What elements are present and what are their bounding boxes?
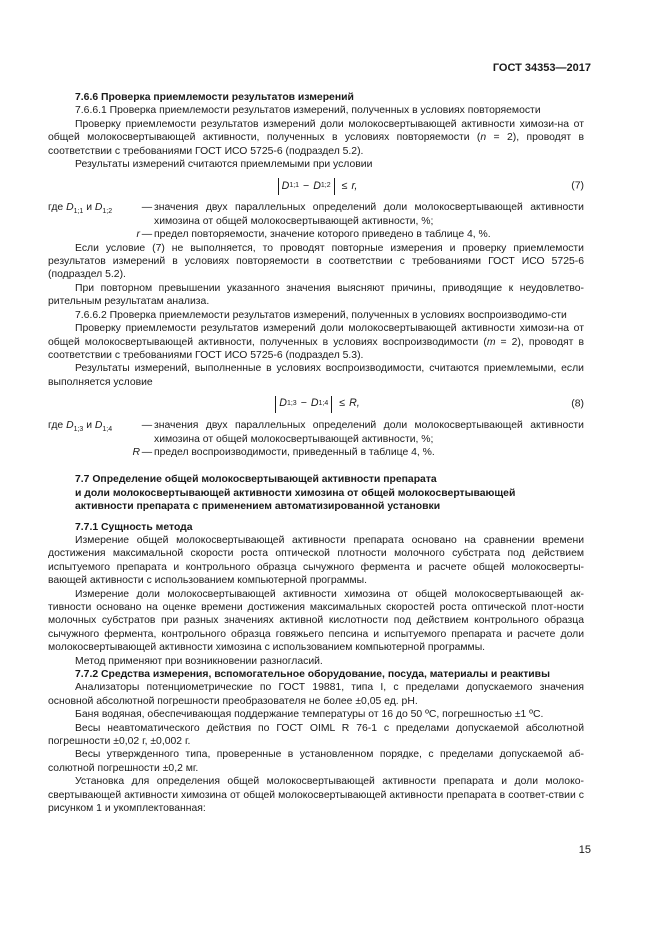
paragraph-771-3: Метод применяют при возникновении разногласий. — [75, 655, 323, 667]
paragraph-reproducibility-condition: Результаты измерений, выполненные в условиях воспроизводимости, считаются приемлемыми, если выполняется условие — [48, 363, 584, 388]
standard-header: ГОСТ 34353—2017 — [492, 62, 591, 74]
formula-7-number: (7) — [571, 180, 584, 192]
paragraph-772-2: Баня водяная, обеспечивающая поддержание температуры от 16 до 50 ºС, погрешностью ±1 ºС. — [75, 709, 544, 721]
paragraph-772-1: Анализаторы потенциометрические по ГОСТ 19881, типа I, с пределами допускаемого значения основной абсолютной погрешности преобразователя не более ±0,05 ед. рН. — [48, 682, 584, 707]
paragraph-772-5: Установка для определения общей молокосвертывающей активности препарата и доли молоко-свертывающей активности химозина от общей молокосвертывающей активности препарата в соответ-ствии с рисунком 1 и укомплектованная: — [48, 776, 584, 815]
formula-8-number: (8) — [571, 398, 584, 410]
abs-bar-left — [278, 178, 279, 195]
paragraph-reproducibility-check: Проверку приемлемости результатов измерений доли молокосвертывающей активности химози-на от общей молокосвертывающей активности, полученных в условиях воспроизводимости (m = 2), проводят в соответствии с требованиями ГОСТ ИСО 5725-6 (подраздел 5.3). — [48, 323, 584, 361]
abs-bar-left — [275, 396, 276, 413]
formula-7: D 1;1 − D 1;2 ≤ r, (7) — [48, 171, 584, 201]
paragraph-acceptance-condition: Результаты измерений считаются приемлемыми при условии — [75, 159, 373, 171]
paragraph-772-3: Весы неавтоматического действия по ГОСТ OIML R 76-1 с пределами допускаемой абсолютной погрешности ±0,02 г, ±0,002 г. — [48, 722, 584, 748]
paragraph-772-4: Весы утвержденного типа, проверенные в установленном порядке, с пределами допускаемой аб-солютной погрешности ±0,2 мг. — [48, 749, 584, 774]
page-content — [48, 91, 584, 816]
page-number: 15 — [578, 844, 591, 856]
section-766-title: 7.6.6 Проверка приемлемости результатов измерений — [75, 92, 354, 103]
where-8-row-1: где $D_{1;3}$ и $D_{1;4}$ — значения двух параллельных определений доли молокосвертывающей активности химозина от общей молокосвертывающей активности, %; — [48, 420, 584, 445]
paragraph-repeat-exceed: При повторном превышении указанного значения выясняют причины, приводящие к неудовлетво-рительным результатам анализа. — [48, 282, 584, 308]
formula-8: D 1;3 − D 1;4 ≤ R, (8) — [48, 389, 584, 419]
where-7-row-1: где $D_{1;1}$ и $D_{1;2}$ — значения двух параллельных определений доли молокосвертывающей активности химозина от общей молокосвертывающей активности, %; — [48, 202, 584, 227]
paragraph-771-1: Измерение общей молокосвертывающей активности препарата основано на сравнении времени достижения максимальной скорости роста оптической плотности молочного субстрата под действием испытуемого препарата и контрольного образца сычужного фермента и расчете общей молокосверты-вающей активности с использованием компьютерной программы. — [48, 534, 584, 587]
paragraph-repeatability-check: Проверку приемлемости результатов измерений доли молокосвертывающей активности химози-на от общей молокосвертывающей активности, полученных в условиях повторяемости (n = 2), проводят в соответствии с требованиями ГОСТ ИСО 5725-6 (подраздел 5.2). — [48, 118, 584, 157]
abs-bar-right — [331, 396, 332, 413]
where-7-row-2: r — предел повторяемости, значение которого приведено в таблице 4, %. — [136, 229, 491, 241]
paragraph-7662: 7.6.6.2 Проверка приемлемости результатов измерений, полученных в условиях воспроизводимо-сти — [75, 309, 567, 321]
paragraph-repeat-measurements: Если условие (7) не выполняется, то проводят повторные измерения и проверку приемлемости результатов измерений в условиях повторяемости в соответствии с требованиями ГОСТ ИСО 5725-6 (подраздел 5.2). — [48, 242, 584, 281]
section-771-title: 7.7.1 Сущность метода — [75, 521, 193, 533]
abs-bar-right — [334, 178, 335, 195]
paragraph-771-2: Измерение доли молокосвертывающей активности химозина от общей молокосвертывающей ак-тивности основано на оценке времени достижения максимальных скоростей роста оптической плот-ности молочных субстратов при разных значениях активной кислотности под действием контрольного образца сычужного фермента, контрольного образца говяжьего пепсина и испытуемого препарата и расчете доли молокосвертывающей активности химозина с использованием компьютерной программы. — [48, 588, 584, 654]
where-8-row-2: R — предел воспроизводимости, приведенный в таблице 4, %. — [132, 446, 435, 458]
section-772-title: 7.7.2 Средства измерения, вспомогательное оборудование, посуда, материалы и реактивы — [75, 669, 550, 681]
paragraph-7661: 7.6.6.1 Проверка приемлемости результатов измерений, полученных в условиях повторяемости — [75, 105, 541, 117]
section-77-title: 7.7 Определение общей молокосвертывающей активности препарата и доли молокосвертывающей активности химозина от общей молокосвертывающей активности препарата с применением автоматизированной установки — [75, 474, 516, 513]
